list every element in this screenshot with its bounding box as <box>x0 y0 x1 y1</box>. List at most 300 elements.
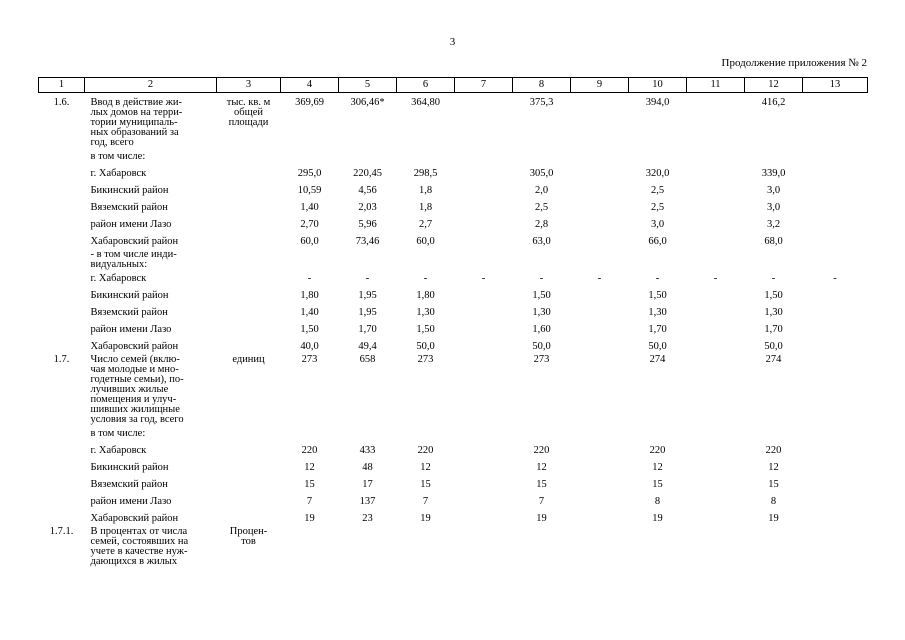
row-label: Бикинский район <box>90 461 169 473</box>
value-cell <box>513 425 571 442</box>
value-cell: 15 <box>768 478 779 490</box>
value-cell <box>803 442 868 459</box>
value-cell: 1,40 <box>300 201 319 213</box>
row-label: Хабаровский район <box>90 512 179 524</box>
value-cell <box>687 459 745 476</box>
value-cell <box>455 216 513 233</box>
value-cell: 1,70 <box>358 323 377 335</box>
value-cell <box>571 321 629 338</box>
value-cell <box>455 459 513 476</box>
value-cell <box>571 98 629 148</box>
value-cell <box>571 148 629 165</box>
value-cell: 2,7 <box>418 218 433 230</box>
row-number <box>39 476 85 493</box>
value-cell: 3,0 <box>766 201 781 213</box>
value-cell <box>803 233 868 250</box>
value-cell: - <box>655 272 660 284</box>
value-cell <box>687 321 745 338</box>
value-cell: 12 <box>768 461 779 473</box>
value-cell: 306,46* <box>350 97 385 108</box>
value-cell <box>571 442 629 459</box>
value-cell: 1,30 <box>532 306 551 318</box>
row-label: В процентах от числа семей, состоявших на учете в качестве нуж- дающихся в жилых <box>90 526 189 567</box>
row-label: - в том числе инди- видуальных: <box>90 249 177 270</box>
value-cell: 305,0 <box>529 167 554 179</box>
table-row <box>39 165 868 182</box>
value-cell <box>455 287 513 304</box>
value-cell <box>455 148 513 165</box>
value-cell <box>687 304 745 321</box>
table-row <box>39 270 868 287</box>
value-cell: 2,5 <box>650 201 665 213</box>
value-cell <box>571 216 629 233</box>
row-label: в том числе: <box>90 150 146 162</box>
value-cell: 295,0 <box>297 167 322 179</box>
value-cell: - <box>481 272 486 284</box>
value-cell: 2,5 <box>534 201 549 213</box>
row-number <box>39 270 85 287</box>
value-cell <box>803 148 868 165</box>
value-cell: 2,70 <box>300 218 319 230</box>
row-unit <box>217 304 281 321</box>
row-label: Вяземский район <box>90 478 168 490</box>
value-cell: 433 <box>359 444 376 456</box>
value-cell: 19 <box>768 512 779 524</box>
table-row <box>39 355 868 425</box>
value-cell: 50,0 <box>416 340 435 352</box>
row-unit <box>217 182 281 199</box>
row-label: Бикинский район <box>90 289 169 301</box>
value-cell <box>803 250 868 270</box>
value-cell <box>455 338 513 355</box>
value-cell <box>455 425 513 442</box>
value-cell <box>571 304 629 321</box>
column-header: 13 <box>803 78 868 93</box>
row-label: Хабаровский район <box>90 340 179 352</box>
value-cell: 375,3 <box>529 97 554 108</box>
page-number: 3 <box>449 36 456 48</box>
row-unit <box>217 287 281 304</box>
value-cell: - <box>365 272 370 284</box>
value-cell: 19 <box>536 512 547 524</box>
value-cell <box>687 510 745 527</box>
value-cell <box>397 250 455 270</box>
value-cell <box>687 527 745 567</box>
row-label: Ввод в действие жи- лых домов на терри- тории муниципаль- ных образований за год, всего <box>90 97 183 148</box>
row-number <box>39 493 85 510</box>
value-cell: 220 <box>533 444 550 456</box>
value-cell: 7 <box>422 495 429 507</box>
value-cell <box>803 287 868 304</box>
value-cell: 60,0 <box>416 235 435 247</box>
row-label: г. Хабаровск <box>90 167 147 179</box>
row-unit <box>217 165 281 182</box>
value-cell <box>803 165 868 182</box>
value-cell <box>455 493 513 510</box>
value-cell <box>339 527 397 567</box>
column-header: 8 <box>513 78 571 93</box>
value-cell: 1,60 <box>532 323 551 335</box>
value-cell: 274 <box>765 354 782 365</box>
table-row <box>39 250 868 270</box>
value-cell: 50,0 <box>764 340 783 352</box>
value-cell: 60,0 <box>300 235 319 247</box>
row-number <box>39 165 85 182</box>
row-unit <box>217 338 281 355</box>
value-cell: 220 <box>765 444 782 456</box>
value-cell: - <box>423 272 428 284</box>
value-cell: 12 <box>304 461 315 473</box>
value-cell <box>687 338 745 355</box>
value-cell <box>397 527 455 567</box>
value-cell <box>687 98 745 148</box>
value-cell: 7 <box>538 495 545 507</box>
value-cell <box>455 527 513 567</box>
value-cell <box>397 148 455 165</box>
value-cell: 1,70 <box>764 323 783 335</box>
table-row <box>39 304 868 321</box>
value-cell: - <box>307 272 312 284</box>
value-cell: 273 <box>533 354 550 365</box>
row-number <box>39 216 85 233</box>
row-unit <box>217 476 281 493</box>
value-cell <box>455 182 513 199</box>
value-cell: 416,2 <box>761 97 786 108</box>
value-cell: 1,80 <box>416 289 435 301</box>
value-cell: 15 <box>420 478 431 490</box>
value-cell: 220 <box>301 444 318 456</box>
value-cell: 17 <box>362 478 373 490</box>
table-body <box>39 93 868 568</box>
value-cell: 273 <box>417 354 434 365</box>
value-cell: 339,0 <box>761 167 786 179</box>
value-cell <box>281 425 339 442</box>
value-cell: 1,40 <box>300 306 319 318</box>
table-row <box>39 98 868 148</box>
value-cell <box>571 425 629 442</box>
value-cell: - <box>833 272 837 284</box>
value-cell <box>339 148 397 165</box>
row-number <box>39 510 85 527</box>
value-cell <box>687 199 745 216</box>
value-cell <box>571 493 629 510</box>
row-label: Вяземский район <box>90 201 168 213</box>
value-cell: 12 <box>420 461 431 473</box>
value-cell: 2,0 <box>534 184 549 196</box>
value-cell <box>571 165 629 182</box>
table-row <box>39 148 868 165</box>
value-cell <box>687 287 745 304</box>
value-cell <box>803 476 868 493</box>
row-unit <box>217 270 281 287</box>
value-cell <box>687 216 745 233</box>
row-unit <box>217 148 281 165</box>
value-cell <box>687 250 745 270</box>
value-cell: 1,80 <box>300 289 319 301</box>
value-cell: 66,0 <box>648 235 667 247</box>
table-row <box>39 233 868 250</box>
table-row <box>39 216 868 233</box>
value-cell: 394,0 <box>645 97 670 108</box>
column-header: 3 <box>217 78 281 93</box>
row-number <box>39 425 85 442</box>
row-label: Число семей (вклю- чая молодые и мно- годетные семьи), по- лучивших жилые помещения и улуч- шивших жилищные условия за год, всего <box>90 354 184 425</box>
row-unit <box>217 216 281 233</box>
value-cell: 1,50 <box>648 289 667 301</box>
value-cell: 1,50 <box>532 289 551 301</box>
column-header: 12 <box>745 78 803 93</box>
table-row <box>39 510 868 527</box>
continuation-label: Продолжение приложения № 2 <box>721 57 867 69</box>
value-cell: - <box>539 272 544 284</box>
value-cell: - <box>771 272 776 284</box>
value-cell: 15 <box>304 478 315 490</box>
value-cell <box>571 182 629 199</box>
value-cell: - <box>597 272 602 284</box>
value-cell <box>745 527 803 567</box>
value-cell <box>629 148 687 165</box>
row-label: г. Хабаровск <box>90 272 147 284</box>
value-cell <box>803 527 868 567</box>
value-cell <box>745 250 803 270</box>
value-cell <box>455 250 513 270</box>
value-cell: 2,03 <box>358 201 377 213</box>
table-row <box>39 199 868 216</box>
row-number <box>39 148 85 165</box>
value-cell: 8 <box>770 495 777 507</box>
table-row <box>39 321 868 338</box>
value-cell: 220 <box>649 444 666 456</box>
row-unit: тыс. кв. м общей площади <box>226 97 271 128</box>
value-cell: - <box>713 272 718 284</box>
value-cell: 12 <box>536 461 547 473</box>
value-cell <box>455 98 513 148</box>
value-cell <box>629 527 687 567</box>
row-number <box>39 338 85 355</box>
row-number <box>39 442 85 459</box>
value-cell: 3,2 <box>766 218 781 230</box>
value-cell: 1,8 <box>418 201 433 213</box>
value-cell <box>571 527 629 567</box>
value-cell: 4,56 <box>358 184 377 196</box>
value-cell: 1,30 <box>416 306 435 318</box>
row-unit: единиц <box>232 354 265 365</box>
value-cell <box>803 304 868 321</box>
row-number: 1.6. <box>53 97 70 108</box>
value-cell: 1,8 <box>418 184 433 196</box>
row-number <box>39 233 85 250</box>
row-unit <box>217 493 281 510</box>
value-cell <box>803 338 868 355</box>
value-cell: 2,8 <box>534 218 549 230</box>
value-cell: 369,69 <box>295 97 324 108</box>
value-cell <box>513 148 571 165</box>
value-cell: 220,45 <box>353 167 382 179</box>
column-header: 7 <box>455 78 513 93</box>
value-cell <box>745 148 803 165</box>
value-cell <box>455 165 513 182</box>
row-number: 1.7.1. <box>49 526 74 537</box>
value-cell <box>571 355 629 425</box>
value-cell <box>513 527 571 567</box>
value-cell: 19 <box>652 512 663 524</box>
value-cell: 320,0 <box>645 167 670 179</box>
table-row <box>39 459 868 476</box>
value-cell: 48 <box>362 461 373 473</box>
value-cell: 137 <box>359 495 376 507</box>
value-cell <box>687 148 745 165</box>
column-header: 4 <box>281 78 339 93</box>
value-cell <box>687 493 745 510</box>
column-header: 2 <box>85 78 217 93</box>
value-cell: 2,5 <box>650 184 665 196</box>
row-number <box>39 199 85 216</box>
value-cell <box>571 476 629 493</box>
column-header: 1 <box>39 78 85 93</box>
value-cell: 5,96 <box>358 218 377 230</box>
row-unit <box>217 425 281 442</box>
column-header: 5 <box>339 78 397 93</box>
value-cell <box>687 442 745 459</box>
row-unit <box>217 442 281 459</box>
value-cell <box>803 199 868 216</box>
row-number <box>39 459 85 476</box>
value-cell <box>455 442 513 459</box>
table-row <box>39 527 868 567</box>
value-cell <box>455 355 513 425</box>
value-cell <box>281 250 339 270</box>
row-unit <box>217 459 281 476</box>
row-number <box>39 321 85 338</box>
row-label: Хабаровский район <box>90 235 179 247</box>
value-cell <box>803 216 868 233</box>
value-cell: 274 <box>649 354 666 365</box>
data-table <box>38 77 868 567</box>
row-label: район имени Лазо <box>90 218 172 230</box>
value-cell: 364,80 <box>411 97 440 108</box>
value-cell <box>455 321 513 338</box>
value-cell <box>571 287 629 304</box>
value-cell <box>339 425 397 442</box>
value-cell: 50,0 <box>648 340 667 352</box>
value-cell <box>339 250 397 270</box>
table-row <box>39 476 868 493</box>
value-cell <box>687 182 745 199</box>
value-cell <box>281 527 339 567</box>
value-cell <box>803 182 868 199</box>
value-cell: 1,30 <box>764 306 783 318</box>
value-cell: 10,59 <box>297 184 322 196</box>
table-row <box>39 287 868 304</box>
row-unit <box>217 250 281 270</box>
row-unit <box>217 233 281 250</box>
value-cell: 15 <box>652 478 663 490</box>
value-cell <box>571 510 629 527</box>
row-label: Вяземский район <box>90 306 168 318</box>
value-cell <box>629 425 687 442</box>
value-cell: 220 <box>417 444 434 456</box>
row-number <box>39 182 85 199</box>
row-number <box>39 304 85 321</box>
value-cell <box>455 199 513 216</box>
value-cell: 12 <box>652 461 663 473</box>
value-cell <box>571 199 629 216</box>
value-cell: 40,0 <box>300 340 319 352</box>
row-number <box>39 287 85 304</box>
value-cell <box>281 148 339 165</box>
row-unit <box>217 199 281 216</box>
value-cell: 1,95 <box>358 306 377 318</box>
column-header: 9 <box>571 78 629 93</box>
value-cell: 658 <box>359 354 376 365</box>
row-unit <box>217 510 281 527</box>
value-cell: 3,0 <box>650 218 665 230</box>
value-cell <box>571 459 629 476</box>
value-cell <box>803 321 868 338</box>
value-cell: 298,5 <box>413 167 438 179</box>
value-cell <box>803 459 868 476</box>
value-cell <box>513 250 571 270</box>
value-cell: 273 <box>301 354 318 365</box>
value-cell: 63,0 <box>532 235 551 247</box>
value-cell: 50,0 <box>532 340 551 352</box>
row-label: в том числе: <box>90 427 146 439</box>
header-row <box>39 78 868 93</box>
value-cell: 1,70 <box>648 323 667 335</box>
table-row <box>39 493 868 510</box>
value-cell <box>687 476 745 493</box>
table-row <box>39 182 868 199</box>
row-label: г. Хабаровск <box>90 444 147 456</box>
value-cell <box>803 425 868 442</box>
value-cell <box>803 355 868 425</box>
column-header: 10 <box>629 78 687 93</box>
value-cell: 68,0 <box>764 235 783 247</box>
row-unit <box>217 321 281 338</box>
value-cell <box>455 304 513 321</box>
value-cell: 1,50 <box>764 289 783 301</box>
row-label: район имени Лазо <box>90 323 172 335</box>
value-cell: 15 <box>536 478 547 490</box>
value-cell: 1,50 <box>300 323 319 335</box>
value-cell: 23 <box>362 512 373 524</box>
row-number: 1.7. <box>53 354 70 365</box>
value-cell <box>455 510 513 527</box>
value-cell: 49,4 <box>358 340 377 352</box>
value-cell <box>803 493 868 510</box>
value-cell: 19 <box>304 512 315 524</box>
column-header: 11 <box>687 78 745 93</box>
value-cell <box>687 355 745 425</box>
value-cell <box>571 250 629 270</box>
row-label: Бикинский район <box>90 184 169 196</box>
value-cell <box>455 476 513 493</box>
column-header: 6 <box>397 78 455 93</box>
row-unit: Процен- тов <box>229 526 268 547</box>
value-cell: 7 <box>306 495 313 507</box>
value-cell: 19 <box>420 512 431 524</box>
value-cell <box>803 98 868 148</box>
table-row <box>39 338 868 355</box>
value-cell: 1,50 <box>416 323 435 335</box>
value-cell: 73,46 <box>355 235 380 247</box>
value-cell <box>687 165 745 182</box>
value-cell <box>571 233 629 250</box>
table-row <box>39 442 868 459</box>
value-cell: 3,0 <box>766 184 781 196</box>
value-cell <box>571 338 629 355</box>
value-cell <box>687 233 745 250</box>
